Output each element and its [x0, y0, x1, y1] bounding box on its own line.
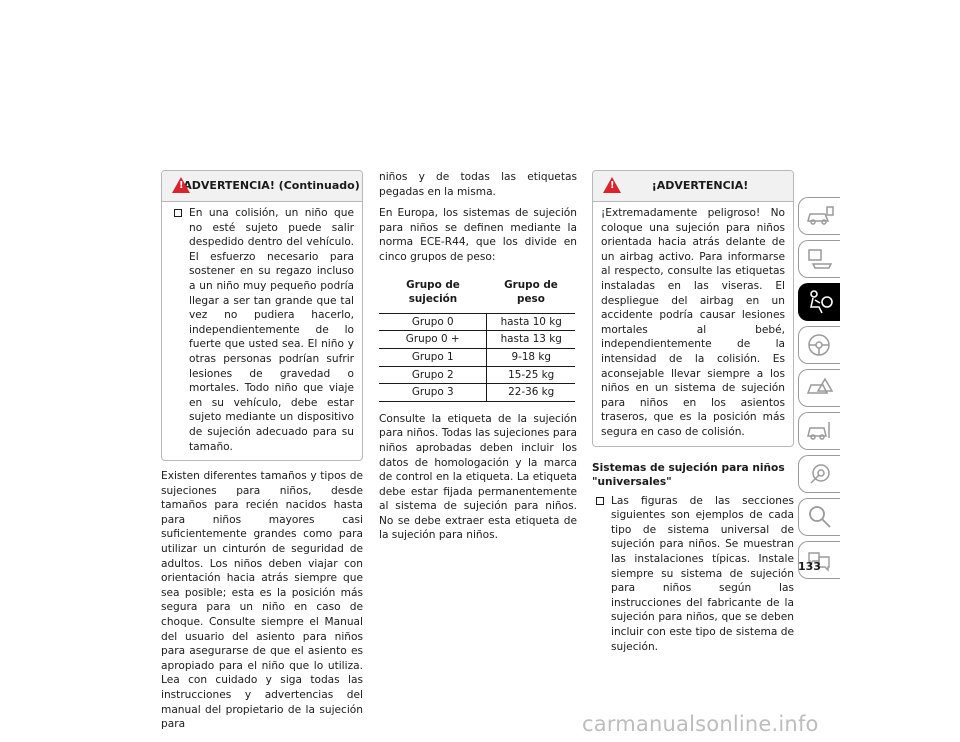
middle-paragraph-3: Consulte la etiqueta de la sujeción para niños. Todas las sujeciones para niños aprobadas deben incluir los datos de homologación y la marca de control en la etiqueta. La etiqueta debe estar fijada permanentemente al sistema de sujeción para niños. No se debe extraer esta etiqueta de la sujeción para niños. — [379, 412, 577, 542]
table-cell: Grupo 2 — [379, 366, 487, 384]
table-row — [379, 331, 575, 349]
hazard-warning-icon — [805, 375, 835, 401]
table-row — [379, 348, 575, 366]
page-number: 133 — [798, 560, 821, 573]
car-service-icon — [805, 418, 835, 444]
warning-header — [162, 171, 362, 202]
chapter-tab[interactable] — [798, 240, 840, 278]
table-cell: 15-25 kg — [487, 366, 575, 384]
table-cell: Grupo 0 — [379, 313, 487, 331]
weight-group-table — [379, 272, 575, 402]
warning-bullet-text: En una colisión, un niño que no esté sujeto puede salir despedido dentro del vehículo. El esfuerzo necesario para sostener en su regazo incluso a un niño muy pequeño podría llegar a ser tan grande que tal vez no pudiera hacerlo, independientemente de lo fuerte que usted sea. El niño y otras personas podrían sufrir lesiones de gravedad o mortales. Todo niño que viaje en su vehículo, debe estar sujeto mediante un dispositivo de sujeción adecuado para su tamaño. — [189, 207, 354, 453]
watermark: carmanualsonline.info — [582, 712, 819, 736]
magnifier-icon — [805, 504, 835, 530]
table-header-cell: Grupo de peso — [487, 272, 575, 314]
warning-bullet — [170, 206, 354, 454]
section-subheading: Sistemas de sujeción para niños "universales" — [592, 461, 785, 489]
table-row — [379, 366, 575, 384]
warning-title: ¡ADVERTENCIA! — [651, 179, 749, 192]
middle-paragraph-2: En Europa, los sistemas de sujeción para niños se definen mediante la norma ECE-R44, que los divide en cinco grupos de peso: — [379, 207, 577, 263]
bullet-square-icon — [596, 497, 604, 505]
car-info-icon — [805, 203, 835, 229]
table-cell: hasta 13 kg — [487, 331, 575, 349]
table-header-row — [379, 272, 575, 314]
wrench-icon — [805, 461, 835, 487]
middle-paragraph-1: niños y de todas las etiquetas pegadas en la misma. — [379, 171, 577, 198]
bullet-square-icon — [174, 209, 182, 217]
warning-body — [593, 202, 793, 446]
chapter-tab[interactable] — [798, 412, 840, 450]
left-column — [161, 170, 363, 739]
warning-title: ¡ADVERTENCIA! (Continuado) — [178, 179, 360, 192]
chapter-tab[interactable] — [798, 197, 840, 235]
table-cell: hasta 10 kg — [487, 313, 575, 331]
chapter-tab[interactable] — [798, 455, 840, 493]
chapter-tab[interactable] — [798, 498, 840, 536]
chapter-tabs — [798, 197, 840, 584]
table-cell: Grupo 3 — [379, 384, 487, 402]
warning-box-continued — [161, 170, 363, 461]
warning-box — [592, 170, 794, 447]
table-cell: Grupo 0 + — [379, 331, 487, 349]
warning-triangle-icon — [172, 177, 190, 193]
section-bullet-text: Las figuras de las secciones siguientes son ejemplos de cada tipo de sistema universal de sujeción para niños. Se muestran las instalaciones típicas. Instale siempre su sistema de sujeción para niños según las instrucciones del fabricante de la sujeción para niños, que se deben incluir con este tipo de sistema de sujeción. — [611, 494, 794, 653]
warning-text: ¡Extremadamente peligroso! No coloque una sujeción para niños orientada hacia atrás delante de un airbag activo. Para informarse al respecto, consulte las etiquetas instaladas en las viseras. El despliegue del airbag en un accidente podría causar lesiones mortales al bebé, independientemente de la intensidad de la colisión. Es aconsejable llevar siempre a los niños en un sistema de sujeción para niños en los asientos traseros, que es la posición más segura en caso de colisión. — [601, 207, 785, 438]
seat-airbag-icon — [805, 289, 835, 315]
middle-column — [379, 170, 577, 550]
chapter-tab[interactable] — [798, 369, 840, 407]
table-cell: Grupo 1 — [379, 348, 487, 366]
left-paragraph: Existen diferentes tamaños y tipos de sujeciones para niños, desde tamaños para recién nacidos hasta para niños mayores casi suficientemente grandes como para utilizar un cinturón de seguridad de adultos. Los niños deben viajar con orientación hacia atrás siempre que sea posible; esta es la posición más segura para un niño en caso de choque. Consulte siempre el Manual del usuario del asiento para niños para asegurarse de que el asiento es apropiado para el niño que lo utiliza. Lea con cuidado y siga todas las instrucciones y advertencias del manual del propietario de la sujeción para — [161, 470, 363, 731]
table-header-cell: Grupo de sujeción — [379, 272, 487, 314]
table-row — [379, 313, 575, 331]
table-row — [379, 384, 575, 402]
car-key-icon — [805, 246, 835, 272]
warning-header — [593, 171, 793, 202]
steering-wheel-icon — [805, 332, 835, 358]
table-cell: 22-36 kg — [487, 384, 575, 402]
warning-triangle-icon — [603, 177, 621, 193]
chapter-tab-active[interactable] — [798, 283, 840, 321]
chapter-tab[interactable] — [798, 326, 840, 364]
section-bullet — [592, 494, 794, 655]
warning-body — [162, 202, 362, 460]
table-cell: 9-18 kg — [487, 348, 575, 366]
right-column — [592, 170, 794, 654]
